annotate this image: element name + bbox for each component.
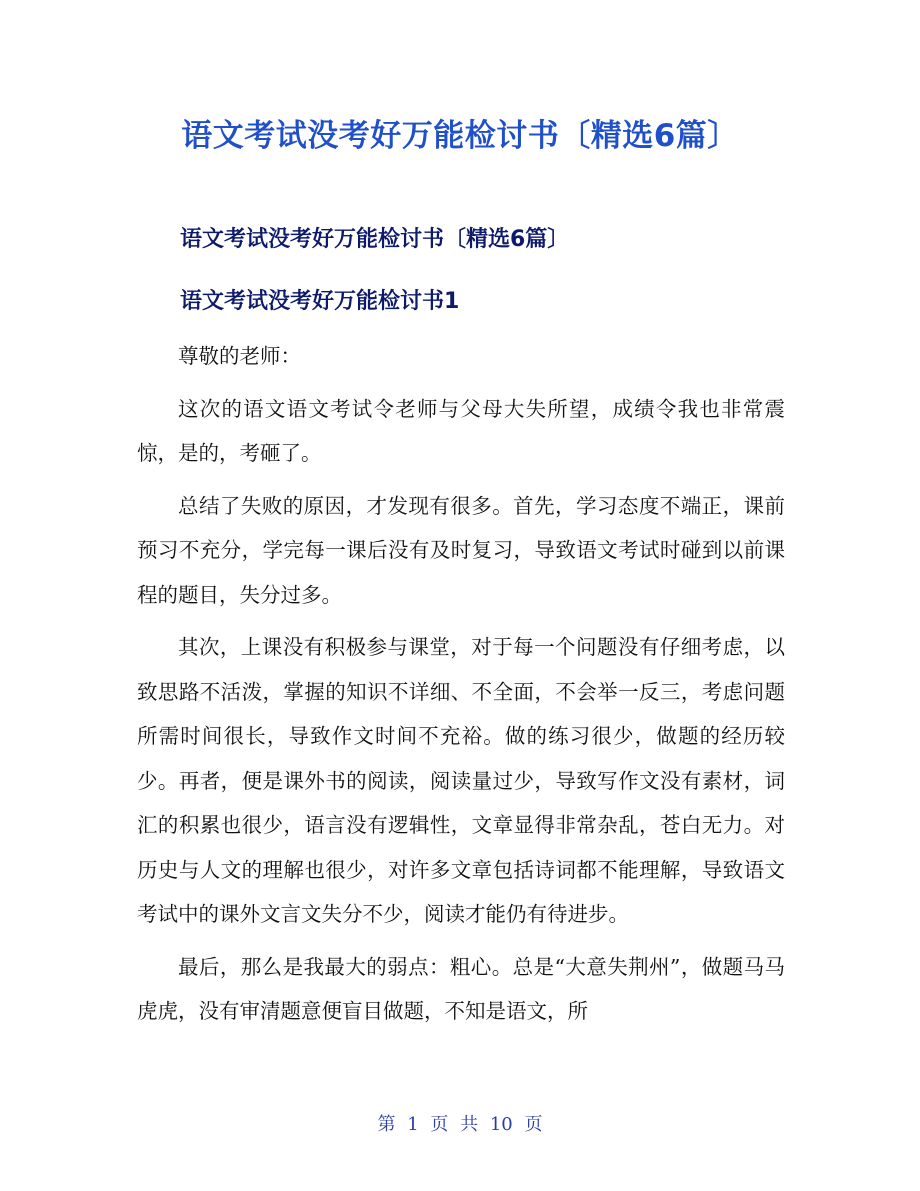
paragraph: 总结了失败的原因，才发现有很多。首先，学习态度不端正，课前预习不充分，学完每一课后没有及时复习，导致语文考试时碰到以前课程的题目，失分过多。 [137,493,785,607]
collection-heading: 语文考试没考好万能检讨书〔精选6篇〕 [180,227,570,252]
paragraph: 最后，那么是我最大的弱点：粗心。总是“大意失荆州”，做题马马虎虎，没有审清题意便盲目做题，不知是语文，所 [137,954,785,1023]
document-title: 语文考试没考好万能检讨书〔精选6篇〕 [181,118,739,154]
paragraph: 其次，上课没有积极参与课堂，对于每一个问题没有仔细考虑，以致思路不活泼，掌握的知识不详细、不全面，不会举一反三，考虑问题所需时间很长，导致作文时间不充裕。做的练习很少，做题的经历较少。再者，便是课外书的阅读，阅读量过少，导致写作文没有素材，词汇的积累也很少，语言没有逻辑性，文章显得非常杂乱，苍白无力。对历史与人文的理解也很少，对许多文章包括诗词都不能理解，导致语文考试中的课外文言文失分不少，阅读才能仍有待进步。 [137,635,785,926]
salutation: 尊敬的老师： [178,344,301,368]
article-heading: 语文考试没考好万能检讨书1 [180,289,460,314]
paragraph: 这次的语文语文考试令老师与父母大失所望，成绩令我也非常震惊，是的，考砸了。 [137,396,785,465]
article-body [137,334,785,1042]
page-footer: 第 1 页 共 10 页 [377,1114,543,1135]
